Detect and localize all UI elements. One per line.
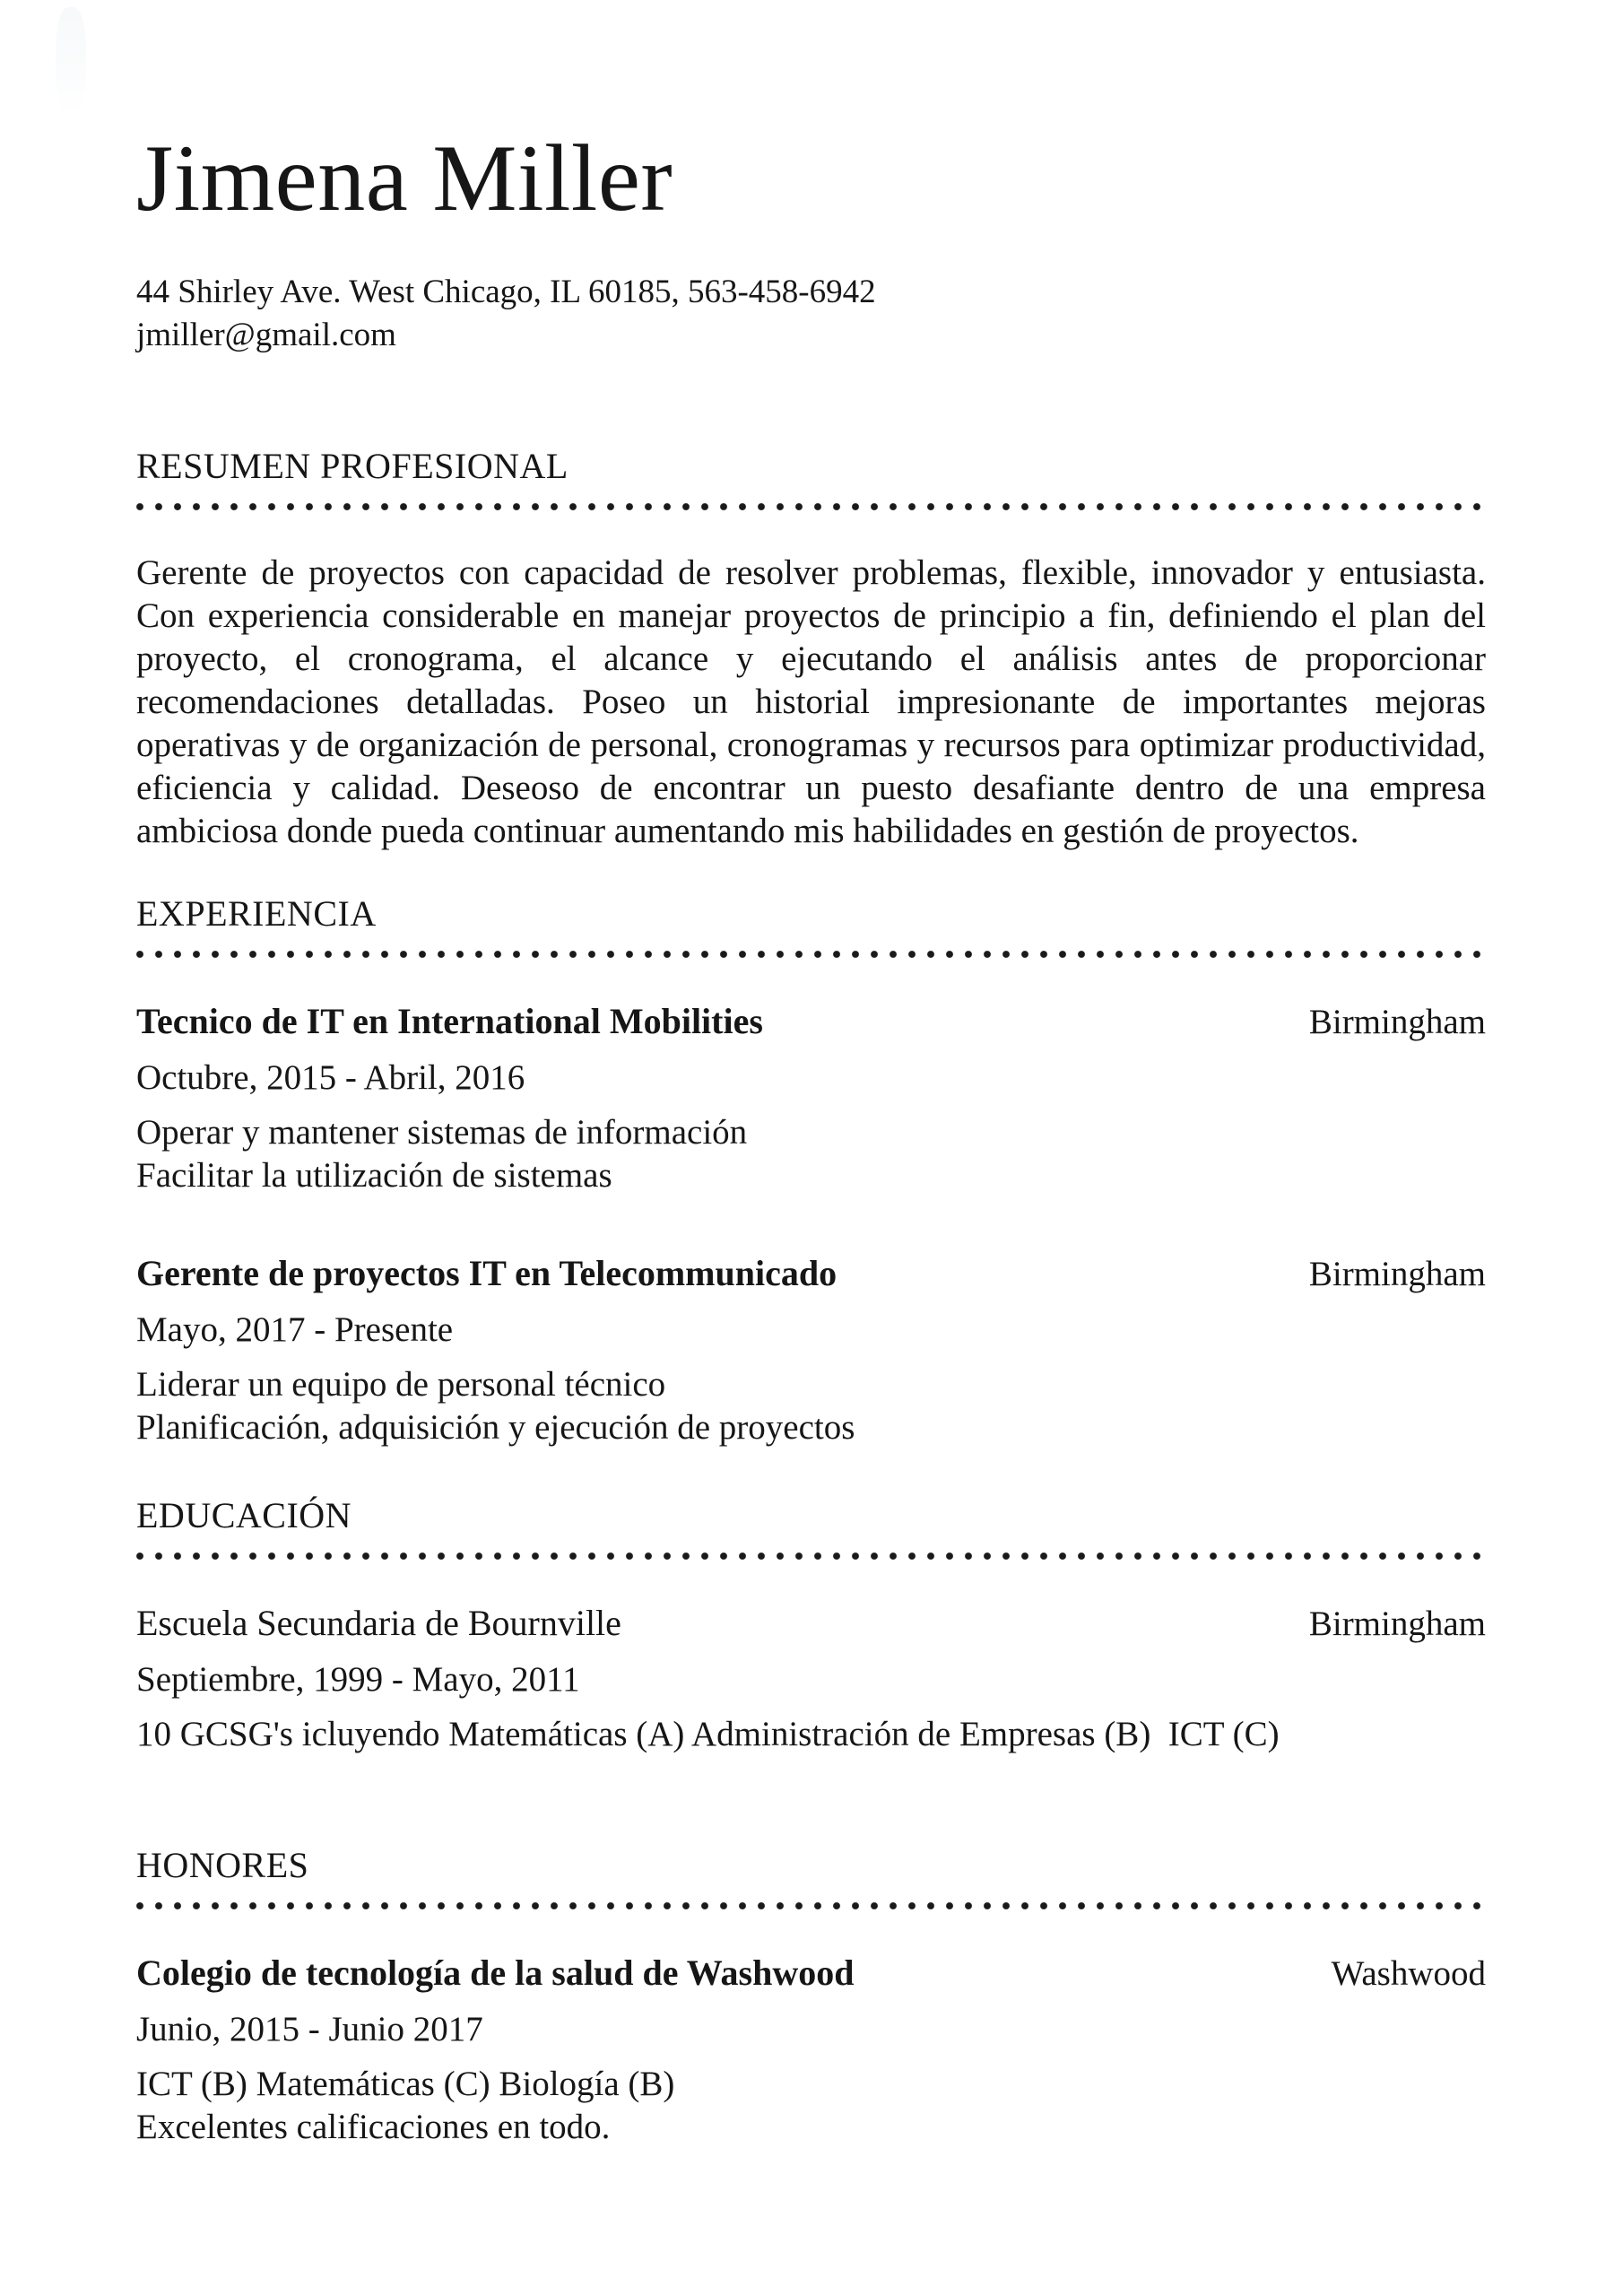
job-description-line: Planificación, adquisición y ejecución de proyectos xyxy=(136,1408,855,1448)
education-section-title: EDUCACIÓN xyxy=(136,1495,352,1536)
honor-description-line: ICT (B) Matemáticas (C) Biología (B) xyxy=(136,2065,675,2104)
honors-section-title: HONORES xyxy=(136,1845,309,1886)
job-description-line: Liderar un equipo de personal técnico xyxy=(136,1365,666,1405)
entry-header-row xyxy=(136,1951,1486,1996)
section-experience xyxy=(136,891,1486,1449)
experience-section-title: EXPERIENCIA xyxy=(136,893,377,935)
section-divider xyxy=(136,1902,1486,1909)
experience-entry xyxy=(136,999,1486,1197)
job-dates: Octubre, 2015 - Abril, 2016 xyxy=(136,1058,525,1098)
job-location: Birmingham xyxy=(1308,1003,1486,1042)
job-description xyxy=(136,1111,1486,1197)
honor-location: Washwood xyxy=(1331,1954,1486,1994)
contact-address: 44 Shirley Ave. West Chicago, IL 60185, 563-458-6942 xyxy=(136,274,876,311)
job-title: Tecnico de IT en International Mobilities xyxy=(136,1001,763,1042)
section-divider xyxy=(136,1552,1486,1560)
page-artifact xyxy=(56,7,86,115)
section-divider xyxy=(136,503,1486,510)
school-location: Birmingham xyxy=(1308,1605,1486,1644)
honor-description xyxy=(136,2063,1486,2149)
job-dates: Mayo, 2017 - Presente xyxy=(136,1310,454,1350)
school-description-line: 10 GCSG's icluyendo Matemáticas (A) Administración de Empresas (B) ICT (C) xyxy=(136,1715,1280,1754)
school-name: Escuela Secundaria de Bournville xyxy=(136,1603,621,1644)
honor-description-line: Excelentes calificaciones en todo. xyxy=(136,2108,611,2147)
honor-dates: Junio, 2015 - Junio 2017 xyxy=(136,2010,483,2049)
summary-section-title: RESUMEN PROFESIONAL xyxy=(136,446,568,487)
job-location: Birmingham xyxy=(1308,1255,1486,1294)
job-description-line: Facilitar la utilización de sistemas xyxy=(136,1156,612,1196)
section-honors xyxy=(136,1842,1486,2149)
entry-header-row xyxy=(136,1601,1486,1647)
section-summary xyxy=(136,443,1486,853)
summary-paragraph: Gerente de proyectos con capacidad de resolver problemas, flexible, innovador y entusiasta. Con experiencia considerable en manejar proyectos de principio a fin, definiendo el plan del proyecto, el cronograma, el alcance y ejecutando el análisis antes de proporcionar recomendaciones detalladas. Poseo un historial impresionante de importantes mejoras operativas y de organización de personal, cronogramas y recursos para optimizar productividad, eficiencia y calidad. Deseoso de encontrar un puesto desafiante dentro de una empresa ambiciosa donde pueda continuar aumentando mis habilidades en gestión de proyectos. xyxy=(136,553,1486,851)
contact-email: jmiller@gmail.com xyxy=(136,317,396,354)
honor-title: Colegio de tecnología de la salud de Washwood xyxy=(136,1952,855,1994)
person-name: Jimena Miller xyxy=(136,126,673,230)
school-dates: Septiembre, 1999 - Mayo, 2011 xyxy=(136,1660,580,1700)
entry-header-row xyxy=(136,999,1486,1045)
job-description xyxy=(136,1363,1486,1449)
job-title: Gerente de proyectos IT en Telecommunicado xyxy=(136,1253,838,1294)
experience-entry xyxy=(136,1251,1486,1449)
section-divider xyxy=(136,951,1486,958)
contact-block xyxy=(136,271,1486,357)
education-entry xyxy=(136,1601,1486,1756)
section-education xyxy=(136,1492,1486,1756)
resume-header xyxy=(136,127,1486,357)
entry-header-row xyxy=(136,1251,1486,1297)
honors-entry xyxy=(136,1951,1486,2149)
school-description xyxy=(136,1713,1486,1756)
job-description-line: Operar y mantener sistemas de información xyxy=(136,1113,748,1152)
